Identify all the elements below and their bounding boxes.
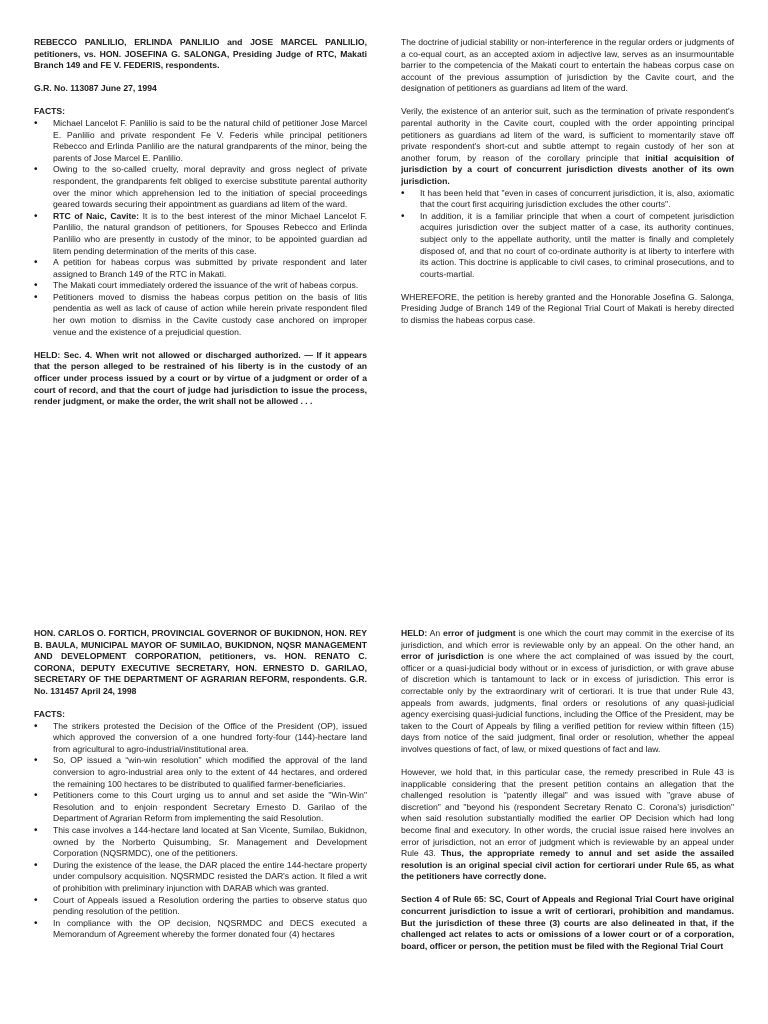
case2-facts-heading: FACTS: bbox=[34, 709, 66, 720]
case1-left-column bbox=[34, 37, 367, 419]
case1-verily-paragraph: Verily, the existence of an anterior suit, such as the termination of private respondent's parental authority in the Cavite court, coupled with the order appointing principal petitioners as guardians ad litem of the ward, is sufficient to momentarily stave off private respondent's short-cut and subtle attempt to regain custody of her son at another forum, by reason of the corollary principle that initial acquisition of jurisdiction by a court of concurrent jurisdiction divests another of its own jurisdiction. bbox=[401, 106, 734, 187]
list-item: • In addition, it is a familiar principle that when a court of competent jurisdiction acquires jurisdiction over the subject matter of a case, its authority continues, subject only to the appellate authority, until the matter is finally and completely disposed of, and that no court of co-ordinate authority is at liberty to interfere with its action. This doctrine is applicable to civil cases, to criminal prosecutions, and to courts-martial. bbox=[401, 211, 734, 281]
case2-section4-paragraph: Section 4 of Rule 65: SC, Court of Appeals and Regional Trial Court have original concurrent jurisdiction to issue a writ of certiorari, prohibition and mandamus. But the jurisdiction of these three (3) courts are also delineated in that, if the challenged act relates to acts or omissions of a lower court or of a corporation, board, officer or person, the petition must be filed with the Regional Trial Court bbox=[401, 894, 734, 951]
case2-facts-list bbox=[34, 721, 367, 941]
case1-facts-list bbox=[34, 118, 367, 338]
case2-left-column bbox=[34, 628, 367, 1024]
list-item: • The Makati court immediately ordered the issuance of the writ of habeas corpus. bbox=[34, 280, 367, 292]
list-item: • This case involves a 144-hectare land located at San Vicente, Sumilao, Bukidnon, owned by the Norberto Quisumbing, Sr. Management and Development Corporation (NQSRMDC), one of the petitioners. bbox=[34, 825, 367, 860]
list-item: • A petition for habeas corpus was submitted by private respondent and later assigned to Branch 149 of the RTC in Makati. bbox=[34, 257, 367, 280]
list-item: • Michael Lancelot F. Panlilio is said to be the natural child of petitioner Jose Marcel E. Panlilio and private respondent Fe V. Federis while principal petitioners Rebecco and Erlinda Panlilio are the natural grandparents of the minor, being the parents of Jose Marcel E. Panlilio. bbox=[34, 118, 367, 164]
case1-doctrine-bullets bbox=[401, 188, 734, 281]
case1-title: REBECCO PANLILIO, ERLINDA PANLILIO and JOSE MARCEL PANLILIO, petitioners, vs. HON. JOSEFINA G. SALONGA, Presiding Judge of RTC, Makati Branch 149 and FE V. FEDERIS, respondents. bbox=[34, 37, 367, 71]
list-item: • Owing to the so-called cruelty, moral depravity and gross neglect of private respondent, the grandparents felt obliged to exercise substitute parental authority over the minor which apprehension led to the initiation of special proceedings geared towards securing their appointment as guardians ad litem of the ward. bbox=[34, 164, 367, 210]
case1-facts-heading: FACTS: bbox=[34, 106, 66, 117]
list-item: • Petitioners moved to dismiss the habeas corpus petition on the basis of litis pendentia as well as lack of cause of action while herein private respondent filed her own motion to dismiss in the Cavite custody case anchored on improper venue and the existence of a prejudicial question. bbox=[34, 292, 367, 338]
case1-right-column bbox=[401, 37, 734, 338]
case2-held: HELD: An error of judgment is one which the court may commit in the exercise of its jurisdiction, and which error is reviewable only by an appeal. On the other hand, an error of jurisdiction is one where the act complained of was issued by the court, officer or a quasi-judicial body without or in excess of jurisdiction, or with grave abuse of discretion which is tantamount to lack or in excess of jurisdiction. This error is correctable only by the extraordinary writ of certiorari. It is true that under Rule 43, appeals from awards, judgments, final orders or resolutions of any quasi-judicial agency exercising quasi-judicial functions, including the Office of the President, may be taken to the Court of Appeals by filing a verified petition for review within fifteen (15) days from notice of the said judgment, final order or resolution, whether the appeal involves questions of fact, of law, or mixed questions of fact and law. bbox=[401, 628, 734, 754]
list-item: • It has been held that "even in cases of concurrent jurisdiction, it is, also, axiomatic that the court first acquiring jurisdiction excludes the other courts". bbox=[401, 188, 734, 211]
case1-wherefore: WHEREFORE, the petition is hereby granted and the Honorable Josefina G. Salonga, Presiding Judge of Branch 149 of the Regional Trial Court of Makati is hereby directed to dismiss the habeas corpus case. bbox=[401, 291, 734, 326]
list-item: • RTC of Naic, Cavite: It is to the best interest of the minor Michael Lancelot F. Panlilio, the natural grandson of petitioners, for Spouses Rebecco and Erlinda Panlilio who are presently in custody of the minor, to be appointed guardian ad litem pending determination of the merits of this case. bbox=[34, 211, 367, 257]
list-item: • So, OP issued a “win-win resolution” which modified the approval of the land conversion to agro-industrial area only to the extent of 44 hectares, and ordered the remaining 100 hectares to be distributed to qualified farmer-beneficiaries. bbox=[34, 755, 367, 790]
case2-however-paragraph: However, we hold that, in this particular case, the remedy prescribed in Rule 43 is inapplicable considering that the present petition contains an allegation that the challenged resolution is "patently illegal" and was issued with "grave abuse of discretion" and "beyond his (respondent Secretary Renato C. Corona's) jurisdiction" when said resolution substantially modified the earlier OP Decision which had long become final and executory. In other words, the crucial issue raised here involves an error of jurisdiction, not an error of judgment which is reviewable by an appeal under Rule 43. Thus, the appropriate remedy to annul and set aside the assailed resolution is an original special civil action for certiorari under Rule 65, as what the petitioners have correctly done. bbox=[401, 767, 734, 882]
case2-right-column bbox=[401, 628, 734, 1024]
list-item: • During the existence of the lease, the DAR placed the entire 144-hectare property under compulsory acquisition. NQSRMDC resisted the DAR's action. It filed a writ of prohibition with preliminary injunction with DARAB which was granted. bbox=[34, 860, 367, 895]
case1-doctrine-paragraph: The doctrine of judicial stability or non-interference in the regular orders or judgments of a co-equal court, as an accepted axiom in adjective law, serves as an insurmountable barrier to the competencia of the Makati court to entertain the habeas corpus case on account of the previous assumption of jurisdiction by the Cavite court, and the designation of petitioners as guardians ad litem of the ward. bbox=[401, 37, 734, 94]
case2-title: HON. CARLOS O. FORTICH, PROVINCIAL GOVERNOR OF BUKIDNON, HON. REY B. BAULA, MUNICIPAL MAYOR OF SUMILAO, BUKIDNON, NQSR MANAGEMENT AND DEVELOPMENT CORPORATION, petitioners, vs. HON. RENATO C. CORONA, DEPUTY EXECUTIVE SECRETARY, HON. ERNESTO D. GARILAO, SECRETARY OF THE DEPARTMENT OF AGRARIAN REFORM, respondents. G.R. No. 131457 April 24, 1998 bbox=[34, 628, 367, 696]
list-item: • Petitioners come to this Court urging us to annul and set aside the "Win-Win" Resolution and to enjoin respondent Secretary Ernesto D. Garilao of the Department of Agrarian Reform from implementing the said Resolution. bbox=[34, 790, 367, 825]
list-item: • In compliance with the OP decision, NQSRMDC and DECS executed a Memorandum of Agreement whereby the former donated four (4) hectares bbox=[34, 918, 367, 941]
case1-gr-number: G.R. No. 113087 June 27, 1994 bbox=[34, 83, 157, 94]
case1-held: HELD: Sec. 4. When writ not allowed or discharged authorized. — If it appears that the person alleged to be restrained of his liberty is in the custody of an officer under process issued by a court or by virtue of a judgment or order of a court of record, and that the court of judge had jurisdiction to issue the process, render judgment, or make the order, the writ shall not be allowed . . . bbox=[34, 349, 367, 407]
list-item: • The strikers protested the Decision of the Office of the President (OP), issued which approved the conversion of a one hundred forty-four (144)-hectare land from agricultural to agro-industrial/institutional area. bbox=[34, 721, 367, 756]
list-item: • Court of Appeals issued a Resolution ordering the parties to observe status quo pending resolution of the petition. bbox=[34, 895, 367, 918]
